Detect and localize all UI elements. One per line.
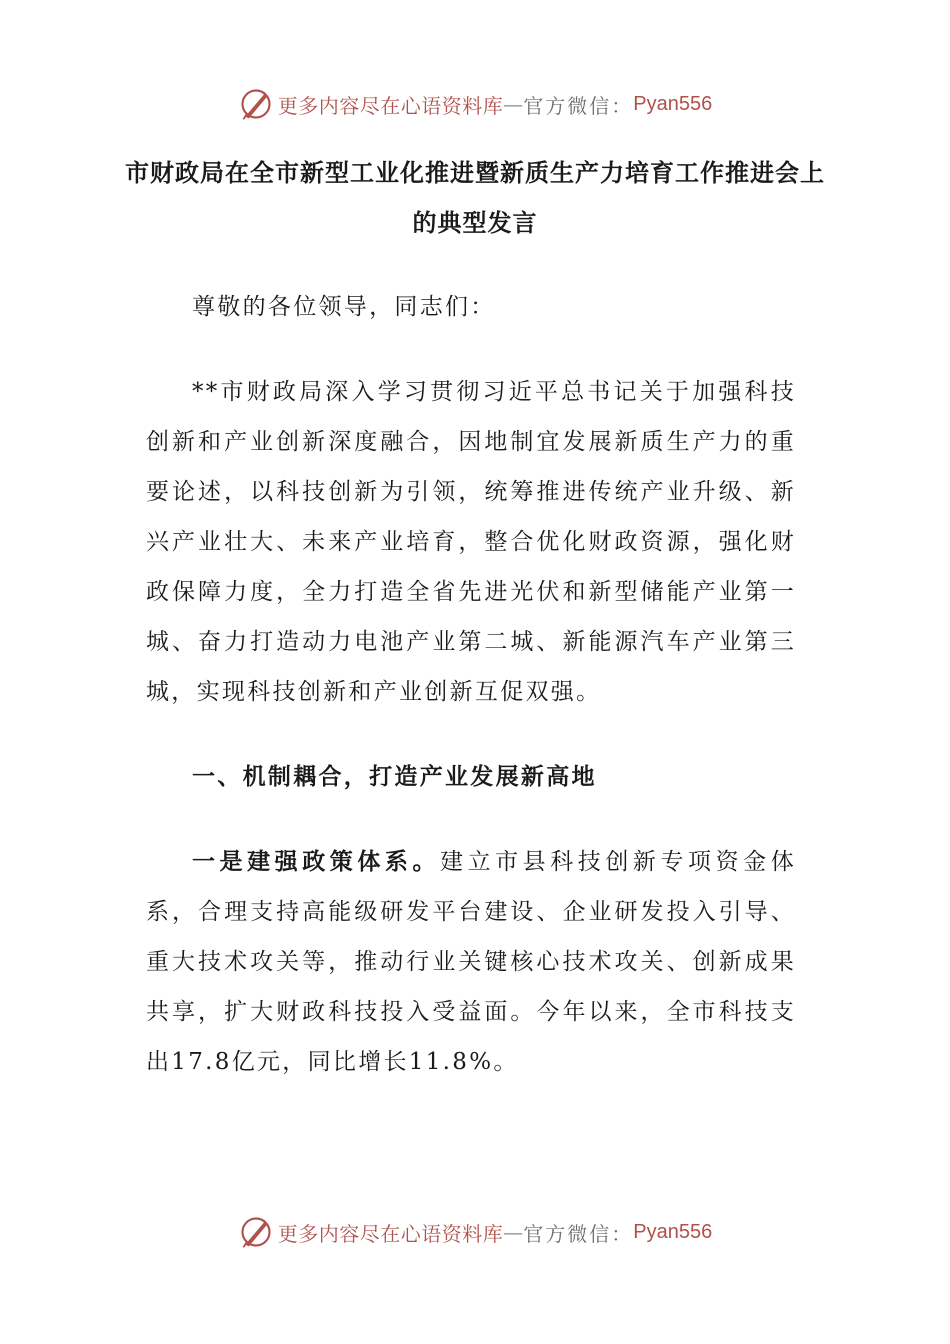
document-title: 市财政局在全市新型工业化推进暨新质生产力培育工作推进会上的典型发言 (125, 158, 825, 237)
header-watermark (0, 82, 950, 126)
salutation-paragraph: 尊敬的各位领导，同志们： (192, 294, 496, 320)
section-paragraph (146, 837, 796, 1087)
section-heading: 一、机制耦合，打造产业发展新高地 (192, 763, 597, 790)
quill-pen-logo-icon (238, 86, 274, 122)
paragraph-lead-phrase: 一是建强政策体系。 (192, 848, 441, 875)
quill-pen-logo-icon (238, 1214, 274, 1250)
watermark-separator: — (503, 92, 524, 116)
watermark-site-text: 更多内容尽在心语资料库 (277, 93, 504, 118)
watermark-wechat-label: 官方微信： (523, 1221, 634, 1246)
watermark-wechat-id: Pyan556 (633, 1220, 713, 1243)
paragraph-body-text: 建立市县科技创新专项资金体系，合理支持高能级研发平台建设、企业研发投入引导、重大技术攻关等，推动行业关键核心技术攻关、创新成果共享，扩大财政科技投入受益面。今年以来，全市科技支出17.8亿元，同比增长11.8%。 (146, 849, 796, 1075)
watermark-wechat-label: 官方微信： (523, 93, 634, 118)
watermark-wechat-id: Pyan556 (633, 92, 713, 115)
watermark-site-text: 更多内容尽在心语资料库 (277, 1221, 504, 1246)
intro-paragraph: **市财政局深入学习贯彻习近平总书记关于加强科技创新和产业创新深度融合，因地制宜发展新质生产力的重要论述，以科技创新为引领，统筹推进传统产业升级、新兴产业壮大、未来产业培育，整合优化财政资源，强化财政保障力度，全力打造全省先进光伏和新型储能产业第一城、奋力打造动力电池产业第二城、新能源汽车产业第三城，实现科技创新和产业创新互促双强。 (146, 379, 796, 705)
watermark-separator: — (503, 1220, 524, 1244)
footer-watermark (0, 1210, 950, 1254)
